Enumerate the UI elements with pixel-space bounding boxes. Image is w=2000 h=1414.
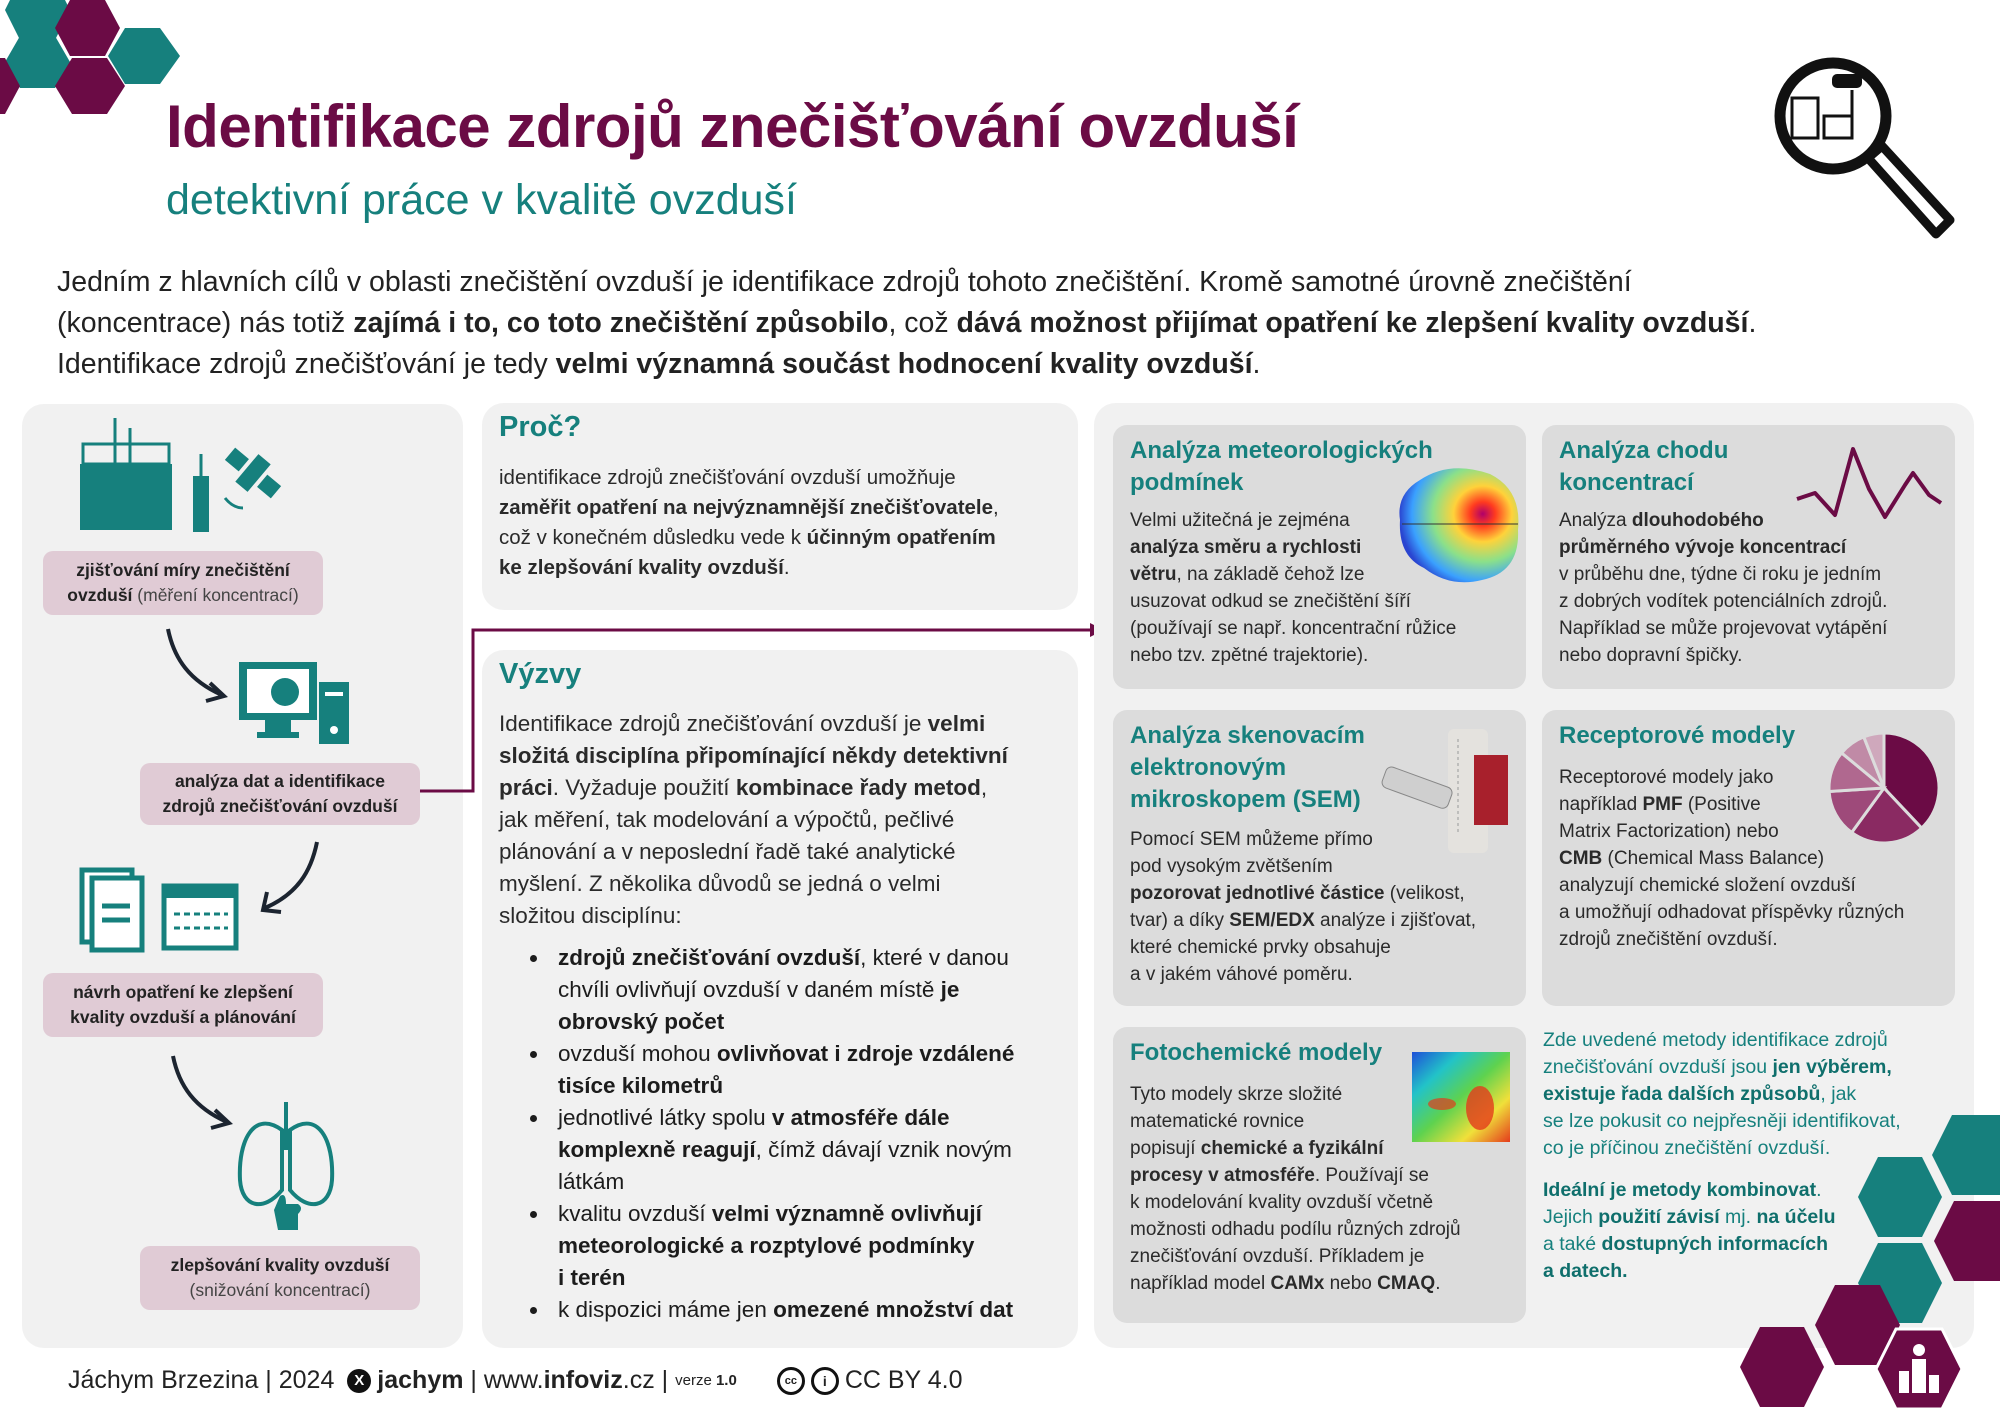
footer (68, 1366, 962, 1395)
text-segment: , které v danou chvíli ovlivňují ovzduší v daném místě (558, 945, 1009, 1002)
text-segment: jen výběrem, existuje řada dalších způsobů (1543, 1056, 1892, 1105)
footer-handle[interactable]: jachym (377, 1366, 464, 1394)
text-segment: PMF (1642, 794, 1683, 815)
computer-analysis-icon (237, 660, 352, 750)
pollution-rose-image (1390, 460, 1530, 590)
method-heading: Analýza chodu koncentrací (1559, 437, 1729, 496)
text-segment: dlouhodobého průměrného vývoje koncentrací (1559, 510, 1847, 558)
method-heading: Analýza skenovacím elektronovým mikroskopem (SEM) (1130, 722, 1365, 813)
text-segment: omezené množství dat (773, 1297, 1014, 1322)
method-heading: Fotochemické modely (1130, 1039, 1383, 1066)
text-segment: . (783, 556, 790, 579)
monitoring-station-icon (75, 418, 295, 538)
text-segment: , což v konečném důsledku vede k (499, 496, 999, 549)
text-segment: na účelu (1756, 1206, 1836, 1228)
challenges-list (532, 942, 1072, 1326)
text-segment: CMAQ (1377, 1273, 1436, 1294)
list-item (532, 1038, 1072, 1102)
text-segment: (snižování koncentrací) (189, 1280, 371, 1300)
page-title: Identifikace zdrojů znečišťování ovzduší (166, 93, 1299, 160)
list-item (532, 942, 1072, 1038)
why-card (482, 403, 1078, 610)
intro-paragraph (57, 262, 1756, 385)
text-segment: , jak měření, tak modelování a výpočtů, pečlivé plánování a v neposlední řadě také analytické myšlení. Z několika důvodů se jedná o velmi složitou disciplínu: (499, 775, 988, 928)
x-logo-icon: X (347, 1369, 371, 1393)
text-segment: zlepšování kvality ovzduší (170, 1255, 390, 1275)
attribution-icon: i (811, 1367, 839, 1395)
arrow-icon (165, 1052, 245, 1132)
text-segment: a také (1543, 1233, 1597, 1255)
text-segment: ovlivňovat i zdroje vzdálené tisíce kilometrů (558, 1041, 1015, 1098)
text-segment: velmi významně ovlivňují meteorologické a rozptylové podmínky i terén (558, 1201, 982, 1290)
flow-step-analysis (140, 763, 420, 825)
text-segment: Ideální je metody kombinovat (1543, 1179, 1817, 1201)
text-segment: , což (888, 307, 957, 339)
text-segment: nebo (1324, 1273, 1378, 1294)
text-segment: CMB (1559, 848, 1603, 869)
page-subtitle: detektivní práce v kvalitě ovzduší (166, 176, 797, 224)
footer-site-tail: .cz | (622, 1366, 676, 1394)
hexagon-decoration-bottom (1720, 1105, 2000, 1414)
text-segment: analýza dat a identifikace zdrojů znečišťování ovzduší (162, 771, 398, 816)
text-segment: účinným opatřením ke zlepšování kvality ovzduší (499, 526, 996, 579)
text-segment: Zde uvedené metody identifikace zdrojů znečišťování ovzduší jsou (1543, 1029, 1888, 1078)
text-segment: Pomocí SEM můžeme přímo pod vysokým zvětšením (1130, 829, 1373, 877)
footer-version-label: verze (675, 1372, 716, 1389)
text-segment: . Identifikace zdrojů znečišťování je tedy (57, 307, 1757, 380)
flow-step-measures (43, 973, 323, 1037)
photochemical-map-image (1412, 1052, 1510, 1142)
why-heading: Proč? (499, 411, 582, 443)
text-segment: CAMx (1270, 1273, 1325, 1294)
method-heading: Analýza meteorologických podmínek (1130, 437, 1433, 496)
text-segment: jednotlivé látky spolu (558, 1105, 772, 1130)
arrow-icon (160, 625, 240, 705)
flow-step-improvement (140, 1246, 420, 1310)
text-segment: , jak se lze pokusit co nejpřesněji identifikovat, co je příčinou znečištění ovzduší. (1543, 1083, 1901, 1159)
text-segment: . (1435, 1273, 1441, 1294)
text-segment: , čímž dávají vznik novým látkám (558, 1137, 1012, 1194)
text-segment: analýza směru a rychlosti větru (1130, 537, 1362, 585)
text-segment: (Chemical Mass Balance) analyzují chemické složení ovzduší a umožňují odhadovat příspěvky různých zdrojů znečištění ovzduší. (1559, 848, 1905, 950)
method-body (1559, 507, 1887, 669)
text-segment: dává možnost přijímat opatření ke zlepšení kvality ovzduší (956, 307, 1749, 339)
method-heading: Receptorové modely (1559, 722, 1796, 749)
text-segment: kvalitu ovzduší (558, 1201, 712, 1226)
list-item (532, 1198, 1072, 1294)
text-segment: analýze i zjišťovat, které chemické prvky obsahuje a v jakém váhové poměru. (1130, 910, 1477, 985)
concentration-line-icon (1795, 445, 1945, 525)
text-segment: návrh opatření ke zlepšení kvality ovzduší a plánování (70, 982, 296, 1027)
footer-version: 1.0 (715, 1372, 737, 1389)
text-segment: v průběhu dne, týdne či roku je jedním z dobrých vodítek potenciálních zdrojů. Například se může projevovat vytápění nebo dopravní špičky. (1559, 564, 1888, 666)
text-segment: k dispozici máme jen (558, 1297, 774, 1322)
text-segment: Receptorové modely jako například (1559, 767, 1774, 815)
text-segment: Velmi užitečná je zejména (1130, 510, 1350, 531)
text-segment: . Používají se k modelování kvality ovzduší včetně možnosti odhadu podílu různých zdrojů znečišťování ovzduší. Příkladem je například model (1130, 1165, 1461, 1294)
challenges-heading: Výzvy (499, 658, 582, 690)
text-segment: zjišťování míry znečištění ovzduší (67, 560, 290, 605)
challenges-body (499, 708, 1008, 932)
pie-chart-icon (1826, 730, 1942, 846)
text-segment: velmi složitá disciplína připomínající někdy detektivní práci (499, 711, 1008, 800)
list-item (532, 1102, 1072, 1198)
text-segment: . Vyžaduje použití (552, 775, 736, 800)
text-segment: . (1252, 348, 1261, 380)
list-item (532, 1294, 1072, 1326)
challenges-card (482, 650, 1078, 1348)
text-segment: použití závisí (1598, 1206, 1720, 1228)
why-body (499, 463, 999, 583)
flow-step-measurement (43, 551, 323, 615)
text-segment: Identifikace zdrojů znečišťování ovzduší je (499, 711, 928, 736)
text-segment: pozorovat jednotlivé částice (1130, 883, 1385, 904)
electron-microscope-image (1378, 725, 1513, 857)
text-segment: v atmosféře dále komplexně reagují (558, 1105, 950, 1162)
license-text: CC BY 4.0 (844, 1366, 963, 1394)
text-segment: SEM/EDX (1229, 910, 1315, 931)
magnifier-icon (1760, 50, 1960, 240)
arrow-icon (255, 838, 325, 918)
text-segment: , na základě čehož lze usuzovat odkud se znečištění šíří (používají se např. koncentrační růžice nebo tzv. zpětné trajektorie). (1130, 564, 1457, 666)
text-segment: kombinace řady metod (735, 775, 981, 800)
text-segment: dostupných informacích a datech. (1543, 1233, 1828, 1282)
cc-icon: cc (777, 1367, 805, 1395)
text-segment: Tyto modely skrze složité matematické rovnice popisují (1130, 1084, 1343, 1159)
text-segment: (velikost, tvar) a díky (1130, 883, 1465, 931)
text-segment: je obrovský počet (558, 977, 960, 1034)
text-segment: mj. (1719, 1206, 1757, 1228)
text-segment: (měření koncentrací) (132, 585, 299, 605)
text-segment: Analýza (1559, 510, 1632, 531)
text-segment: zaměřit opatření na nejvýznamnější znečišťovatele (499, 496, 994, 519)
footer-author: Jáchym Brzezina | 2024 (68, 1366, 342, 1394)
documents-calendar-icon (78, 866, 248, 956)
text-segment: ovzduší mohou (558, 1041, 717, 1066)
text-segment: Jedním z hlavních cílů v oblasti znečištění ovzduší je identifikace zdrojů tohoto znečištění. Kromě samotné úrovně znečištění (koncentrace) nás totiž (57, 266, 1632, 339)
text-segment: . Jejich (1543, 1179, 1822, 1228)
text-segment: velmi významná součást hodnocení kvality ovzduší (555, 348, 1253, 380)
footer-site[interactable]: infoviz (543, 1366, 623, 1394)
method-body (1130, 1081, 1461, 1297)
text-segment: identifikace zdrojů znečišťování ovzduší umožňuje (499, 466, 956, 489)
footer-sep: | www. (463, 1366, 544, 1394)
lungs-icon (234, 1100, 344, 1240)
text-segment: zdrojů znečišťování ovzduší (558, 945, 861, 970)
text-segment: chemické a fyzikální procesy v atmosféře (1130, 1138, 1384, 1186)
text-segment: zajímá i to, co toto znečištění způsobilo (353, 307, 889, 339)
text-segment: (Positive Matrix Factorization) nebo (1559, 794, 1779, 842)
